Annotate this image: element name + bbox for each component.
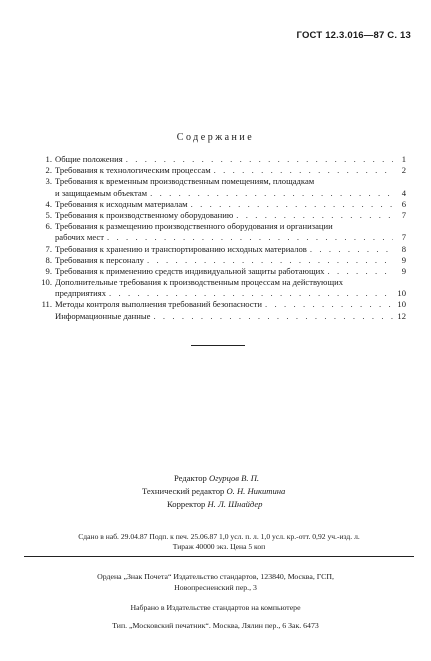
- toc-entry: [36, 154, 406, 165]
- toc-text: предприятиях: [55, 288, 107, 299]
- toc-line: [36, 154, 406, 165]
- toc-entry: [36, 299, 406, 310]
- toc-line: [36, 188, 406, 199]
- toc-leader-dots: [109, 288, 393, 299]
- toc-number: 9.: [45, 265, 52, 276]
- toc-page-number: 7: [401, 209, 406, 220]
- toc-leader-dots: [150, 188, 393, 199]
- toc-number: 4.: [45, 198, 52, 209]
- toc-number: 11.: [41, 299, 52, 310]
- toc-page-number: 12: [397, 310, 406, 321]
- toc-entry: [36, 165, 406, 176]
- toc-text: Требования к применению средств индивидуальной защиты работающих: [55, 265, 325, 276]
- toc-number: 3.: [45, 176, 52, 187]
- toc-entry: [36, 244, 406, 255]
- toc-number: 5.: [45, 209, 52, 220]
- toc-page-number: 8: [401, 243, 406, 254]
- toc-line: [36, 199, 406, 210]
- toc-leader-dots: [265, 299, 393, 310]
- editor-credit: Редактор Огурцов В. П.: [174, 473, 260, 483]
- proofreader-credit: Корректор Н. Л. Шнайдер: [167, 499, 263, 509]
- toc-leader-dots: [191, 199, 393, 210]
- toc-number: 8.: [45, 254, 52, 265]
- toc-number: 2.: [45, 165, 52, 176]
- toc-text: Общие положения: [55, 154, 123, 164]
- toc-entry: [36, 277, 406, 299]
- toc-line: [36, 210, 406, 221]
- toc-page-number: 9: [401, 254, 406, 265]
- toc-leader-dots: [214, 165, 393, 176]
- toc-line: [36, 311, 406, 322]
- toc-page-number: 7: [401, 232, 406, 243]
- toc-leader-dots: [327, 266, 393, 277]
- editor-name: Огурцов В. П.: [209, 473, 260, 483]
- toc-text: Требования к производственному оборудованию: [55, 209, 234, 220]
- toc-leader-dots: [126, 154, 393, 165]
- publication-info: [24, 532, 414, 563]
- print-run: Тираж 40000 экз. Цена 5 коп: [172, 542, 266, 551]
- publication-rule: [24, 556, 414, 557]
- toc-entry: [36, 176, 406, 198]
- toc-leader-dots: [236, 210, 393, 221]
- printer-line: Тип. „Московский печатник“. Москва, Лялин пер., 6 Зак. 6473: [112, 621, 319, 630]
- toc-entry: [36, 199, 406, 210]
- toc-number: 1.: [45, 154, 52, 164]
- toc-page-number: 4: [401, 187, 406, 198]
- tech-editor-name: О. Н. Никитина: [226, 486, 286, 496]
- toc-text: Требования к хранению и транспортированию исходных материалов: [55, 243, 307, 254]
- toc-text: Методы контроля выполнения требований безопасности: [55, 299, 262, 310]
- toc-entry: [36, 311, 406, 322]
- toc-page-number: 10: [397, 299, 406, 310]
- toc-page-number: 1: [401, 154, 406, 164]
- proofreader-name: Н. Л. Шнайдер: [207, 499, 263, 509]
- toc-leader-dots: [107, 232, 393, 243]
- toc-line: [36, 232, 406, 243]
- toc-line: [36, 244, 406, 255]
- toc-page-number: 10: [397, 288, 406, 299]
- toc-text: Требования к персоналу: [55, 254, 144, 265]
- toc-leader-dots: [147, 255, 393, 266]
- toc-line: [36, 255, 406, 266]
- toc-entry: [36, 210, 406, 221]
- toc-page-number: 6: [401, 198, 406, 209]
- toc-text: Требования к размещению производственного оборудования и организации: [55, 221, 333, 232]
- toc-title: Содержание: [176, 132, 255, 143]
- toc-page-number: 2: [401, 165, 406, 176]
- toc-line: [36, 299, 406, 310]
- typeset-line: Набрано в Издательстве стандартов на компьютере: [130, 603, 301, 612]
- table-of-contents: [36, 154, 406, 322]
- toc-leader-dots: [153, 311, 393, 322]
- toc-line: [36, 266, 406, 277]
- publication-dates: Сдано в наб. 29.04.87 Подп. к печ. 25.06.87 1,0 усл. п. л. 1,0 усл. кр.-отт. 0,92 уч.-изд. л.: [78, 532, 360, 541]
- toc-entry: [36, 221, 406, 243]
- toc-entry: [36, 255, 406, 266]
- standard-header: ГОСТ 12.3.016—87 С. 13: [296, 30, 411, 41]
- section-divider: [191, 345, 245, 346]
- toc-text: и защищаемым объектам: [55, 187, 148, 198]
- publisher-line: Ордена „Знак Почета“ Издательство стандартов, 123840, Москва, ГСП,: [97, 572, 334, 581]
- toc-text: Требования к временным производственным помещениям, площадкам: [55, 176, 315, 187]
- toc-entry: [36, 266, 406, 277]
- toc-page-number: 9: [401, 265, 406, 276]
- toc-text: рабочих мест: [55, 232, 104, 243]
- toc-leader-dots: [310, 244, 393, 255]
- toc-number: 6.: [45, 221, 52, 232]
- toc-text: Дополнительные требования к производственным процессам на действующих: [55, 277, 343, 288]
- toc-line: [36, 277, 406, 288]
- tech-editor-credit: Технический редактор О. Н. Никитина: [142, 486, 286, 496]
- toc-number: 10.: [41, 277, 52, 288]
- toc-text: Требования к исходным материалам: [55, 198, 188, 209]
- toc-number: 7.: [45, 243, 52, 254]
- toc-line: [36, 176, 406, 187]
- publisher-address: Новопресненский пер., 3: [174, 583, 257, 592]
- toc-line: [36, 165, 406, 176]
- toc-line: [36, 221, 406, 232]
- toc-text: Требования к технологическим процессам: [55, 165, 211, 176]
- toc-line: [36, 288, 406, 299]
- toc-text: Информационные данные: [55, 310, 151, 321]
